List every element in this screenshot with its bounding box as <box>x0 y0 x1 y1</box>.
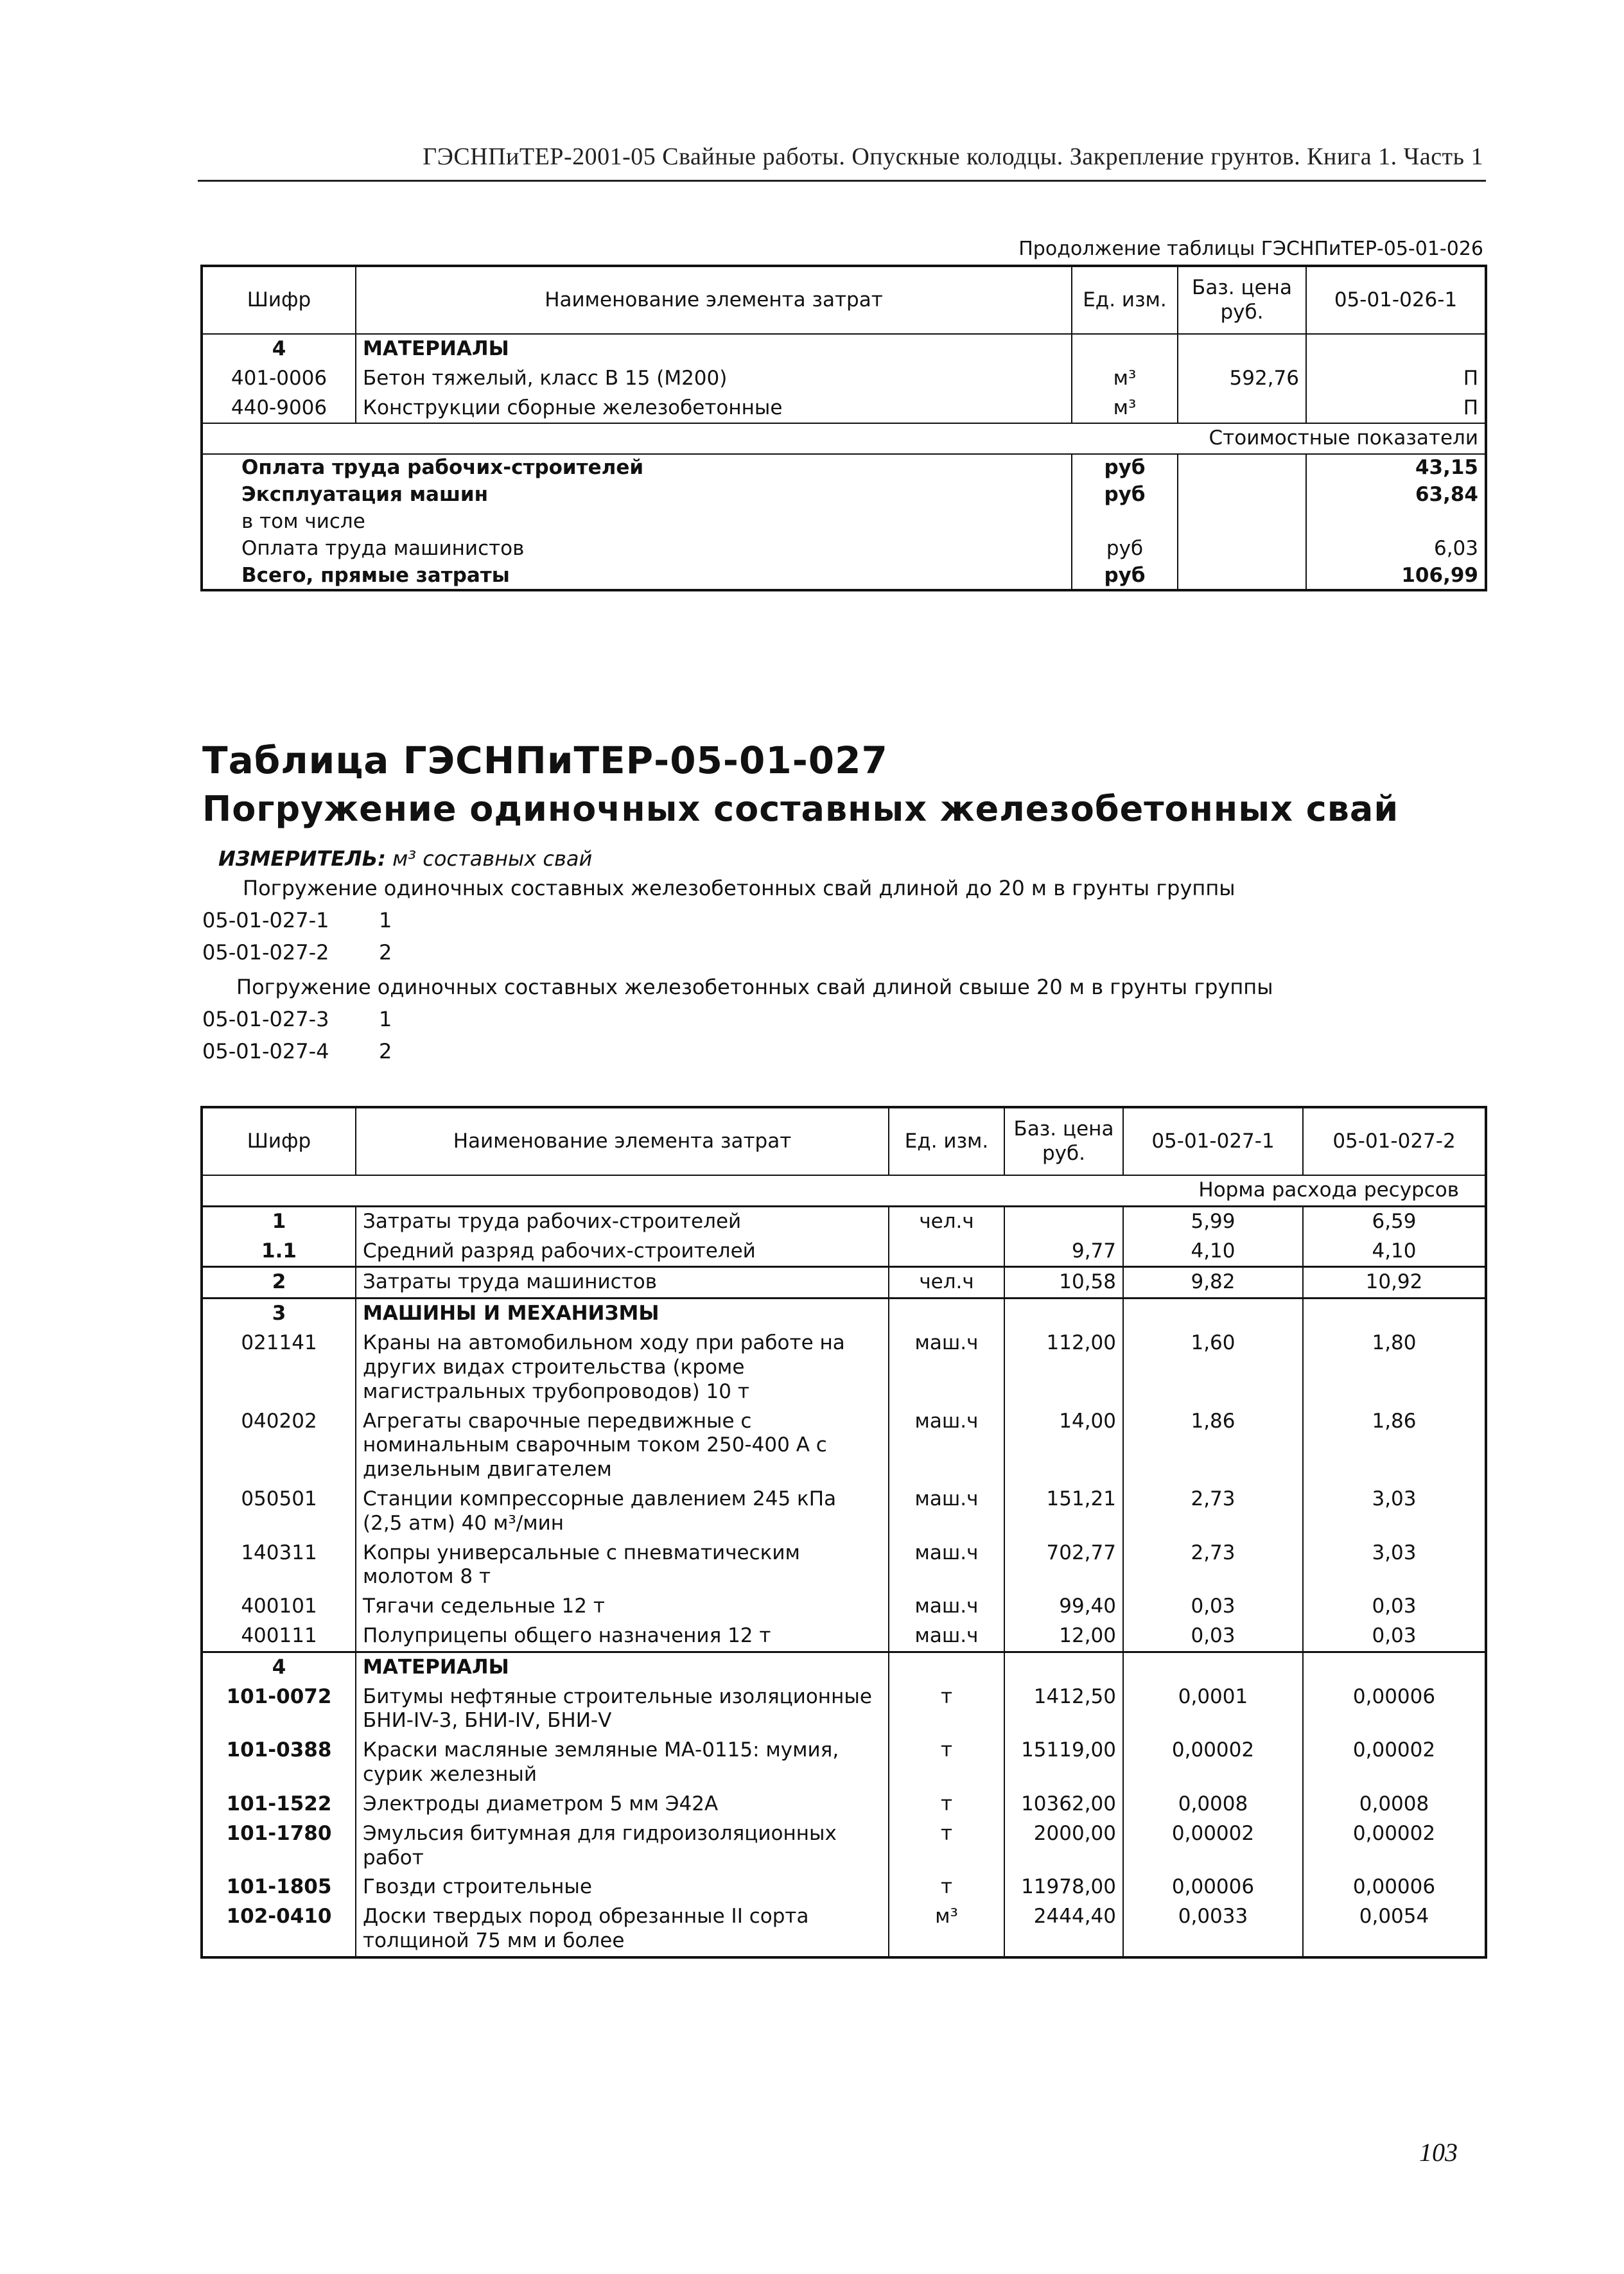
cell-code: 101-0072 <box>202 1683 356 1736</box>
code-line <box>202 1039 392 1063</box>
cell-variant-2: 1,80 <box>1372 1331 1417 1355</box>
table-row <box>202 1206 1486 1236</box>
cell-price: 112,00 <box>1004 1329 1123 1406</box>
table-row <box>202 364 1486 394</box>
meter-label: ИЗМЕРИТЕЛЬ: <box>218 846 386 871</box>
cell-code: 4 <box>202 1652 356 1682</box>
cell-name: Станции компрессорные давлением 245 кПа (2,5 атм) 40 м³/мин <box>356 1485 889 1539</box>
cell-code: 101-0388 <box>202 1736 356 1790</box>
cell-price: 11978,00 <box>1004 1873 1123 1902</box>
cell-unit: чел.ч <box>889 1267 1004 1299</box>
table-row <box>202 334 1486 364</box>
cell-variant-2: 3,03 <box>1372 1541 1417 1564</box>
cell-variant-1: 0,0008 <box>1123 1790 1303 1819</box>
table-header-row <box>202 266 1486 334</box>
cell-variant-2: 0,00006 <box>1352 1875 1436 1899</box>
table-row <box>202 1819 1486 1873</box>
summary-name: в том числе <box>202 509 1072 536</box>
cell-variant-1: 0,0001 <box>1123 1683 1303 1736</box>
table-row <box>202 1790 1486 1819</box>
cell-variant-2 <box>1303 1652 1486 1682</box>
cell-value: П <box>1463 396 1478 419</box>
cell-variant-1: 2,73 <box>1123 1485 1303 1539</box>
norm-subheader: Норма расхода ресурсов <box>202 1175 1486 1206</box>
cell-unit <box>889 1652 1004 1682</box>
summary-price <box>1178 509 1306 536</box>
cell-name: Затраты труда рабочих-строителей <box>356 1206 889 1236</box>
cell-variant-1 <box>1123 1299 1303 1329</box>
summary-price <box>1178 536 1306 563</box>
summary-price <box>1178 454 1306 482</box>
summary-name: Эксплуатация машин <box>202 482 1072 509</box>
cell-name: Полуприцепы общего назначения 12 т <box>356 1622 889 1652</box>
cell-price: 2444,40 <box>1004 1902 1123 1957</box>
cell-name: Затраты труда машинистов <box>356 1267 889 1299</box>
description-2: Погружение одиночных составных железобетонных свай длиной свыше 20 м в грунты группы <box>236 975 1273 999</box>
cell-unit: т <box>889 1736 1004 1790</box>
page-number: 103 <box>1419 2138 1458 2167</box>
cell-variant-2: 0,0054 <box>1359 1905 1429 1929</box>
cell-variant-2: 0,0008 <box>1359 1792 1429 1815</box>
cell-value <box>1306 334 1486 364</box>
summary-price <box>1178 563 1306 591</box>
cell-code: 140311 <box>202 1539 356 1593</box>
cell-unit: т <box>889 1790 1004 1819</box>
table-05-01-026 <box>200 265 1487 591</box>
cell-variant-2: 0,00002 <box>1352 1821 1436 1845</box>
cell-name: Копры универсальные с пневматическим молотом 8 т <box>356 1539 889 1593</box>
summary-unit: руб <box>1072 454 1178 482</box>
cell-price <box>1004 1652 1123 1682</box>
code-value: 05-01-027-4 <box>202 1039 329 1063</box>
meter-value: м³ составных свай <box>392 846 593 871</box>
col-header-code: Шифр <box>202 1107 356 1175</box>
cell-price <box>1004 1299 1123 1329</box>
col-header-variant-2: 05-01-027-2 <box>1303 1107 1486 1175</box>
col-header-code: Шифр <box>202 266 356 334</box>
continuation-note: Продолжение таблицы ГЭСНПиТЕР-05-01-026 <box>1018 238 1483 260</box>
summary-value <box>1306 509 1486 536</box>
code-value: 05-01-027-1 <box>202 908 329 932</box>
summary-row <box>202 454 1486 482</box>
group-number: 1 <box>379 1007 392 1031</box>
table-row <box>202 1873 1486 1902</box>
cell-variant-2: 3,03 <box>1372 1487 1417 1510</box>
table-row <box>202 1407 1486 1485</box>
cell-name: МАТЕРИАЛЫ <box>356 334 1072 364</box>
summary-unit: руб <box>1072 482 1178 509</box>
cost-subheader: Стоимостные показатели <box>202 423 1486 454</box>
cell-variant-1: 2,73 <box>1123 1539 1303 1593</box>
cell-unit: маш.ч <box>889 1539 1004 1593</box>
col-header-value: 05-01-026-1 <box>1306 266 1486 334</box>
cell-variant-2: 0,03 <box>1372 1595 1417 1618</box>
col-header-name: Наименование элемента затрат <box>356 266 1072 334</box>
cell-variant-2: 6,59 <box>1303 1206 1486 1236</box>
cell-code: 401-0006 <box>202 364 356 394</box>
col-header-unit: Ед. изм. <box>889 1107 1004 1175</box>
summary-row <box>202 509 1486 536</box>
cell-name: Краски масляные земляные МА-0115: мумия, сурик железный <box>356 1736 889 1790</box>
cell-variant-1: 0,00002 <box>1123 1736 1303 1790</box>
code-line <box>202 940 392 965</box>
cell-unit: т <box>889 1819 1004 1873</box>
summary-price <box>1178 482 1306 509</box>
cell-name: Битумы нефтяные строительные изоляционные БНИ-IV-3, БНИ-IV, БНИ-V <box>356 1683 889 1736</box>
group-number: 2 <box>379 940 392 965</box>
code-value: 05-01-027-2 <box>202 940 329 965</box>
table-row <box>202 1736 1486 1790</box>
cell-name: Краны на автомобильном ходу при работе на других видах строительства (кроме магистральных трубопроводов) 10 т <box>356 1329 889 1406</box>
table-row <box>202 1485 1486 1539</box>
cell-unit: м³ <box>1072 364 1178 394</box>
cell-unit: маш.ч <box>889 1407 1004 1485</box>
running-header: ГЭСНПиТЕР-2001-05 Свайные работы. Опускные колодцы. Закрепление грунтов. Книга 1. Часть 1 <box>423 143 1483 170</box>
cell-code: 1.1 <box>202 1237 356 1267</box>
norm-subheader-row <box>202 1175 1486 1206</box>
table-row <box>202 1329 1486 1406</box>
summary-name: Оплата труда рабочих-строителей <box>202 454 1072 482</box>
cell-variant-2: 0,03 <box>1372 1624 1417 1647</box>
summary-row <box>202 536 1486 563</box>
summary-name: Оплата труда машинистов <box>202 536 1072 563</box>
cell-unit: т <box>889 1683 1004 1736</box>
cell-unit: чел.ч <box>889 1206 1004 1236</box>
cell-price: 592,76 <box>1178 364 1306 394</box>
cell-variant-2 <box>1303 1299 1486 1329</box>
table-row <box>202 1539 1486 1593</box>
group-number: 2 <box>379 1039 392 1063</box>
cell-variant-1: 0,00002 <box>1123 1819 1303 1873</box>
table-row <box>202 394 1486 424</box>
cell-code: 101-1522 <box>202 1790 356 1819</box>
group-number: 1 <box>379 908 392 932</box>
cell-unit: маш.ч <box>889 1485 1004 1539</box>
summary-value: 63,84 <box>1415 483 1478 507</box>
table-row <box>202 1267 1486 1299</box>
cell-unit: т <box>889 1873 1004 1902</box>
cell-variant-2: 10,92 <box>1303 1267 1486 1299</box>
col-header-price: Баз. цена руб. <box>1004 1107 1123 1175</box>
col-header-variant-1: 05-01-027-1 <box>1123 1107 1303 1175</box>
cell-name: Средний разряд рабочих-строителей <box>356 1237 889 1267</box>
cell-name: Эмульсия битумная для гидроизоляционных работ <box>356 1819 889 1873</box>
table-row <box>202 1622 1486 1652</box>
cell-price <box>1178 334 1306 364</box>
col-header-unit: Ед. изм. <box>1072 266 1178 334</box>
cell-code: 101-1805 <box>202 1873 356 1902</box>
cell-price: 2000,00 <box>1004 1819 1123 1873</box>
cell-unit: маш.ч <box>889 1622 1004 1652</box>
cell-name: Электроды диаметром 5 мм Э42А <box>356 1790 889 1819</box>
table-title: Таблица ГЭСНПиТЕР-05-01-027 <box>202 739 888 782</box>
cell-name: Доски твердых пород обрезанные II сорта толщиной 75 мм и более <box>356 1902 889 1957</box>
summary-value: 106,99 <box>1401 563 1478 587</box>
cost-subheader-row <box>202 423 1486 454</box>
cell-price: 14,00 <box>1004 1407 1123 1485</box>
cell-unit <box>889 1237 1004 1267</box>
cell-name: Конструкции сборные железобетонные <box>356 394 1072 424</box>
cell-unit <box>1072 334 1178 364</box>
cell-price: 1412,50 <box>1004 1683 1123 1736</box>
cell-variant-2: 0,00006 <box>1352 1684 1436 1708</box>
cell-variant-1: 0,03 <box>1123 1592 1303 1622</box>
table-row <box>202 1592 1486 1622</box>
summary-row <box>202 482 1486 509</box>
cell-name: МАШИНЫ И МЕХАНИЗМЫ <box>356 1299 889 1329</box>
table-header-row <box>202 1107 1486 1175</box>
table-05-01-027 <box>200 1106 1487 1959</box>
cell-unit: маш.ч <box>889 1592 1004 1622</box>
cell-variant-1: 9,82 <box>1123 1267 1303 1299</box>
cell-variant-1: 0,03 <box>1123 1622 1303 1652</box>
cell-code: 040202 <box>202 1407 356 1485</box>
cell-variant-1: 1,86 <box>1123 1407 1303 1485</box>
description-1: Погружение одиночных составных железобетонных свай длиной до 20 м в грунты группы <box>243 876 1235 900</box>
table-row <box>202 1652 1486 1682</box>
cell-variant-1 <box>1123 1652 1303 1682</box>
cell-code: 1 <box>202 1206 356 1236</box>
cell-unit: м³ <box>1072 394 1178 424</box>
table-subtitle: Погружение одиночных составных железобетонных свай <box>202 789 1399 829</box>
code-line <box>202 908 392 932</box>
summary-row <box>202 563 1486 591</box>
code-value: 05-01-027-3 <box>202 1007 329 1031</box>
cell-unit: маш.ч <box>889 1329 1004 1406</box>
cell-variant-1: 0,00006 <box>1123 1873 1303 1902</box>
meter <box>218 846 592 871</box>
cell-price: 10362,00 <box>1004 1790 1123 1819</box>
cell-name: Тягачи седельные 12 т <box>356 1592 889 1622</box>
summary-name: Всего, прямые затраты <box>202 563 1072 591</box>
code-line <box>202 1007 392 1031</box>
cell-price <box>1178 394 1306 424</box>
cell-code: 440-9006 <box>202 394 356 424</box>
col-header-name: Наименование элемента затрат <box>356 1107 889 1175</box>
cell-variant-1: 0,0033 <box>1123 1902 1303 1957</box>
summary-unit <box>1072 509 1178 536</box>
header-rule <box>198 180 1486 182</box>
cell-name: Бетон тяжелый, класс В 15 (М200) <box>356 364 1072 394</box>
cell-price: 151,21 <box>1004 1485 1123 1539</box>
cell-code: 050501 <box>202 1485 356 1539</box>
cell-price: 9,77 <box>1004 1237 1123 1267</box>
table-row <box>202 1299 1486 1329</box>
cell-name: Агрегаты сварочные передвижные с номинальным сварочным током 250-400 А с дизельным двигателем <box>356 1407 889 1485</box>
cell-price: 15119,00 <box>1004 1736 1123 1790</box>
cell-price: 702,77 <box>1004 1539 1123 1593</box>
cell-price: 99,40 <box>1004 1592 1123 1622</box>
cell-price <box>1004 1206 1123 1236</box>
cell-unit: м³ <box>889 1902 1004 1957</box>
cell-code: 021141 <box>202 1329 356 1406</box>
table-row <box>202 1902 1486 1957</box>
cell-variant-2: 1,86 <box>1372 1409 1417 1433</box>
cell-variant-1: 5,99 <box>1123 1206 1303 1236</box>
col-header-price: Баз. цена руб. <box>1178 266 1306 334</box>
summary-value: 6,03 <box>1433 536 1478 560</box>
summary-unit: руб <box>1072 563 1178 591</box>
cell-code: 400101 <box>202 1592 356 1622</box>
cell-code: 101-1780 <box>202 1819 356 1873</box>
cell-variant-1: 1,60 <box>1123 1329 1303 1406</box>
summary-unit: руб <box>1072 536 1178 563</box>
cell-code: 102-0410 <box>202 1902 356 1957</box>
cell-variant-2: 4,10 <box>1372 1239 1417 1263</box>
table-row <box>202 1237 1486 1267</box>
cell-code: 3 <box>202 1299 356 1329</box>
table-row <box>202 1683 1486 1736</box>
cell-code: 2 <box>202 1267 356 1299</box>
cell-variant-1: 4,10 <box>1123 1237 1303 1267</box>
cell-name: МАТЕРИАЛЫ <box>356 1652 889 1682</box>
cell-code: 4 <box>202 334 356 364</box>
cell-price: 12,00 <box>1004 1622 1123 1652</box>
cell-variant-2: 0,00002 <box>1352 1738 1436 1762</box>
cell-unit <box>889 1299 1004 1329</box>
cell-price: 10,58 <box>1004 1267 1123 1299</box>
cell-name: Гвозди строительные <box>356 1873 889 1902</box>
cell-code: 400111 <box>202 1622 356 1652</box>
cell-value: П <box>1463 366 1478 390</box>
summary-value: 43,15 <box>1415 456 1478 480</box>
